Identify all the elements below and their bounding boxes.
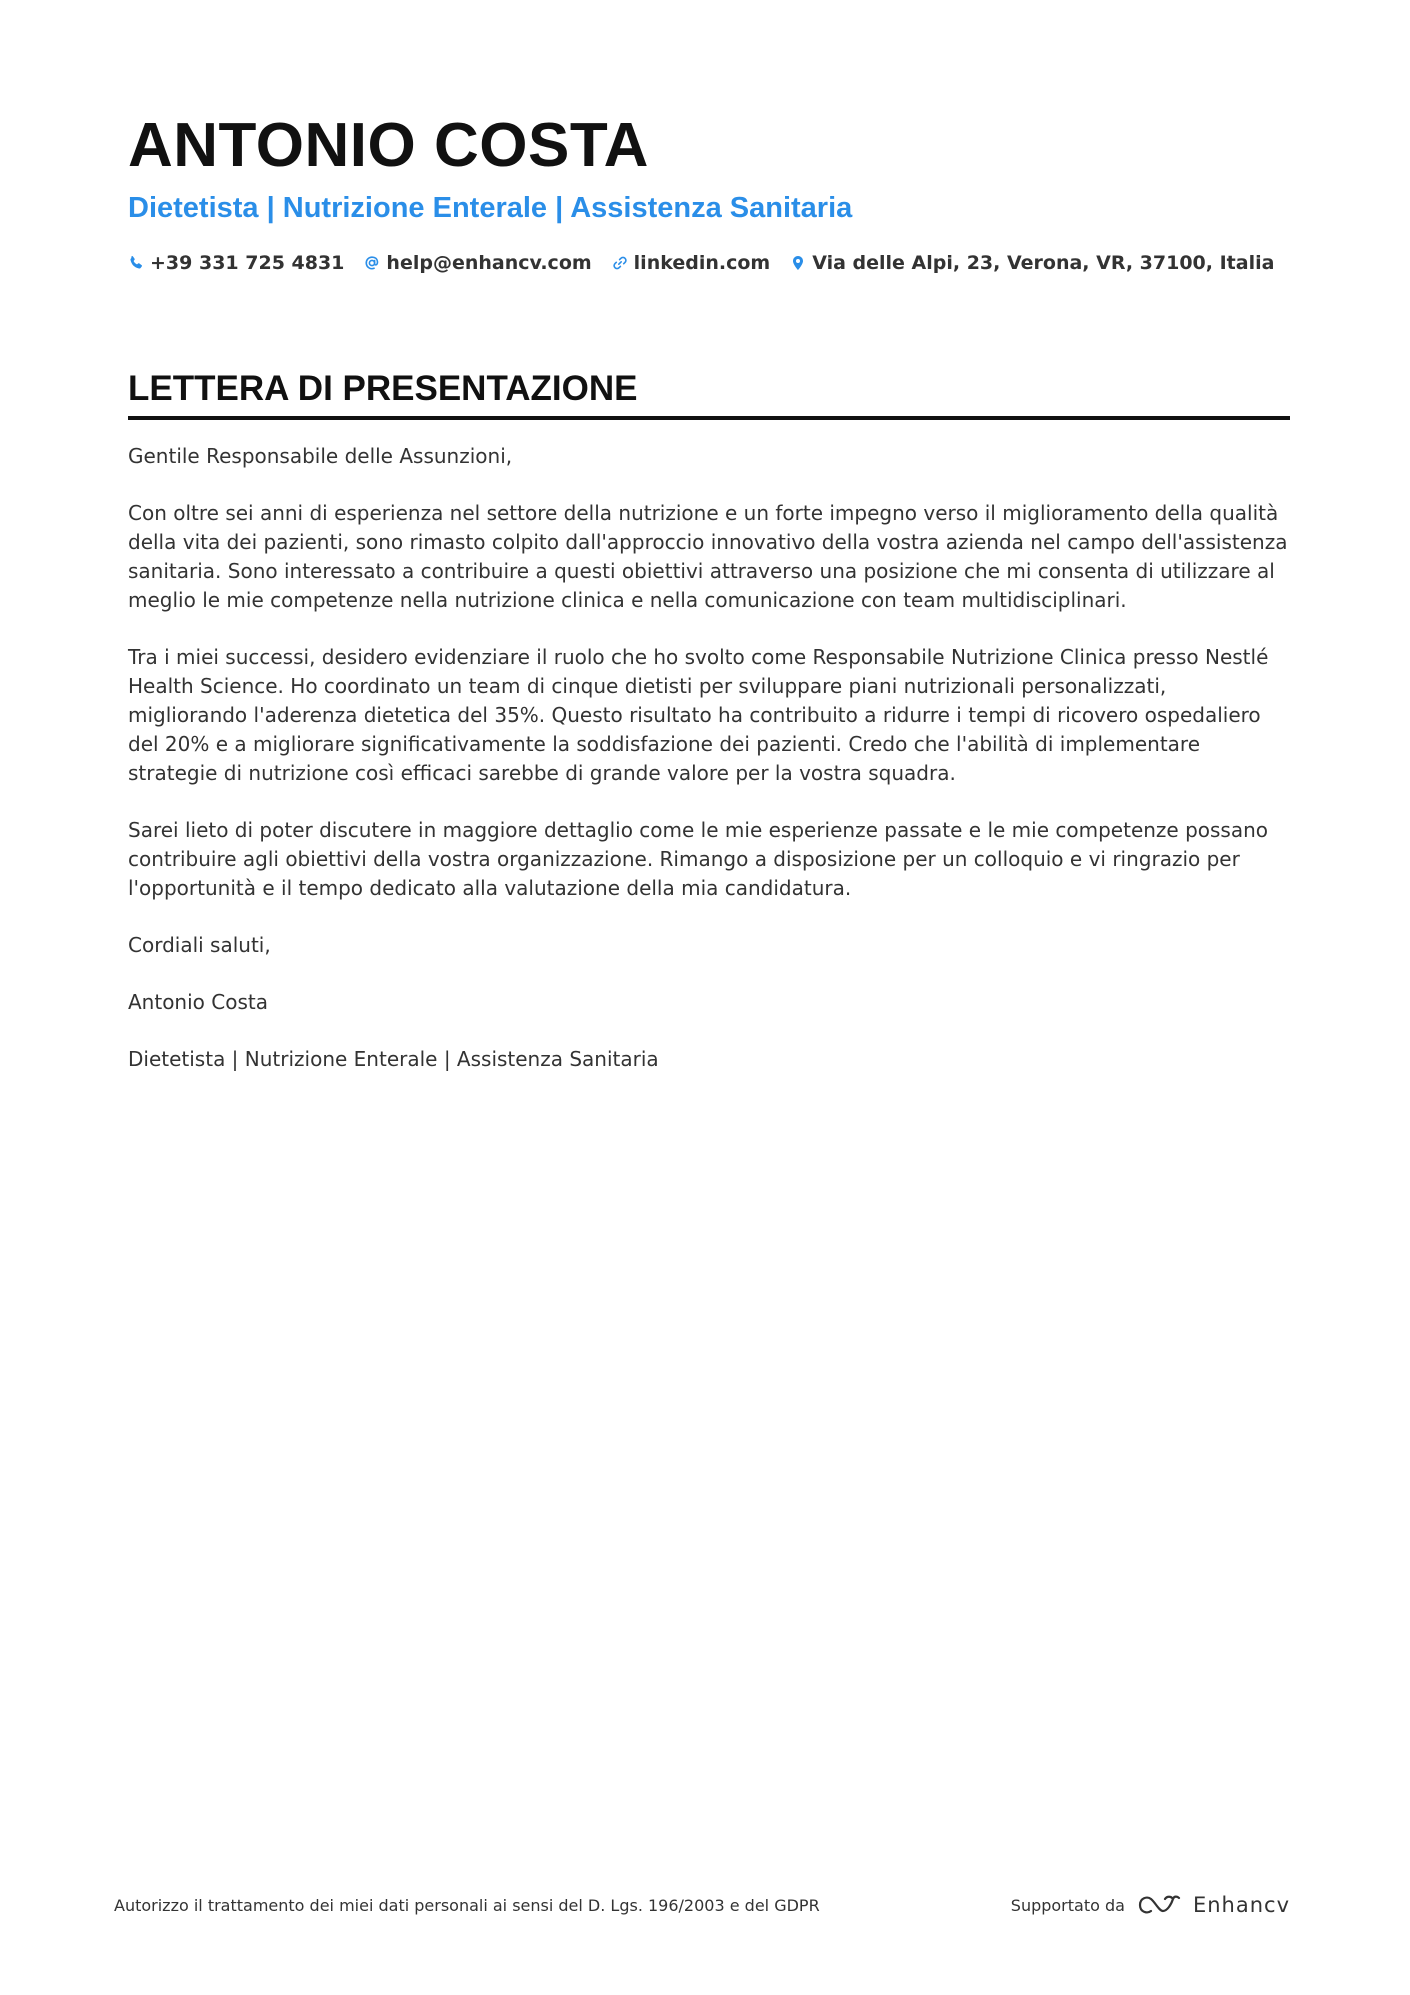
- contact-email[interactable]: [364, 252, 591, 274]
- contact-address: [790, 252, 1274, 274]
- letter-paragraph: Con oltre sei anni di esperienza nel settore della nutrizione e un forte impegno verso il miglioramento della qualità della vita dei pazienti, sono rimasto colpito dall'approccio innovativo della vostra azienda nel campo dell'assistenza sanitaria. Sono interessato a contribuire a questi obiettivi attraverso una posizione che mi consenta di utilizzare al meglio le mie competenze nella nutrizione clinica e nella comunicazione con team multidisciplinari.: [128, 501, 1288, 612]
- enhancv-logo-icon: [1137, 1893, 1183, 1917]
- at-icon: [364, 254, 380, 272]
- cover-letter-section: [128, 368, 1290, 1102]
- contact-linkedin-text: linkedin.com: [633, 252, 771, 274]
- letter-salutation: Gentile Responsabile delle Assunzioni,: [128, 444, 513, 468]
- phone-icon: [128, 254, 144, 272]
- letter-paragraph: Sarei lieto di poter discutere in maggiore dettaglio come le mie esperienze passate e le mie competenze possano contribuire agli obiettivi della vostra organizzazione. Rimango a disposizione per un colloquio e vi ringrazio per l'opportunità e il tempo dedicato alla valutazione della mia candidatura.: [128, 818, 1269, 900]
- contact-address-text: Via delle Alpi, 23, Verona, VR, 37100, Italia: [812, 252, 1275, 274]
- letter-closing: Cordiali saluti,: [128, 933, 271, 957]
- letter-paragraph: Tra i miei successi, desidero evidenziare il ruolo che ho svolto come Responsabile Nutrizione Clinica presso Nestlé Health Science. Ho coordinato un team di cinque dietisti per sviluppare piani nutrizionali personalizzati, migliorando l'aderenza dietetica del 35%. Questo risultato ha contribuito a ridurre i tempi di ricovero ospedaliero del 20% e a migliorare significativamente la soddisfazione dei pazienti. Credo che l'abilità di implementare strategie di nutrizione così efficaci sarebbe di grande valore per la vostra squadra.: [128, 645, 1269, 785]
- brand-name: Enhancv: [1192, 1893, 1290, 1917]
- candidate-name: ANTONIO COSTA: [128, 111, 649, 180]
- privacy-note: Autorizzo il trattamento dei miei dati personali ai sensi del D. Lgs. 196/2003 e del GDPR: [114, 1895, 820, 1915]
- signature-name: Antonio Costa: [128, 990, 268, 1014]
- footer: [114, 1893, 1290, 1917]
- section-title: LETTERA DI PRESENTAZIONE: [128, 368, 1290, 420]
- contact-linkedin[interactable]: [612, 252, 771, 274]
- header: [128, 108, 1290, 274]
- contact-bar: [128, 252, 1290, 274]
- contact-phone: [128, 252, 344, 274]
- candidate-headline: Dietetista | Nutrizione Enterale | Assistenza Sanitaria: [128, 192, 853, 224]
- letter-body: [128, 442, 1290, 1074]
- signature-title: Dietetista | Nutrizione Enterale | Assistenza Sanitaria: [128, 1047, 659, 1071]
- powered-by-label: Supportato da: [1010, 1895, 1125, 1915]
- location-pin-icon: [790, 254, 806, 272]
- link-icon: [612, 254, 628, 272]
- contact-phone-text: +39 331 725 4831: [150, 252, 345, 274]
- powered-by[interactable]: [1011, 1893, 1290, 1917]
- contact-email-text: help@enhancv.com: [386, 252, 592, 274]
